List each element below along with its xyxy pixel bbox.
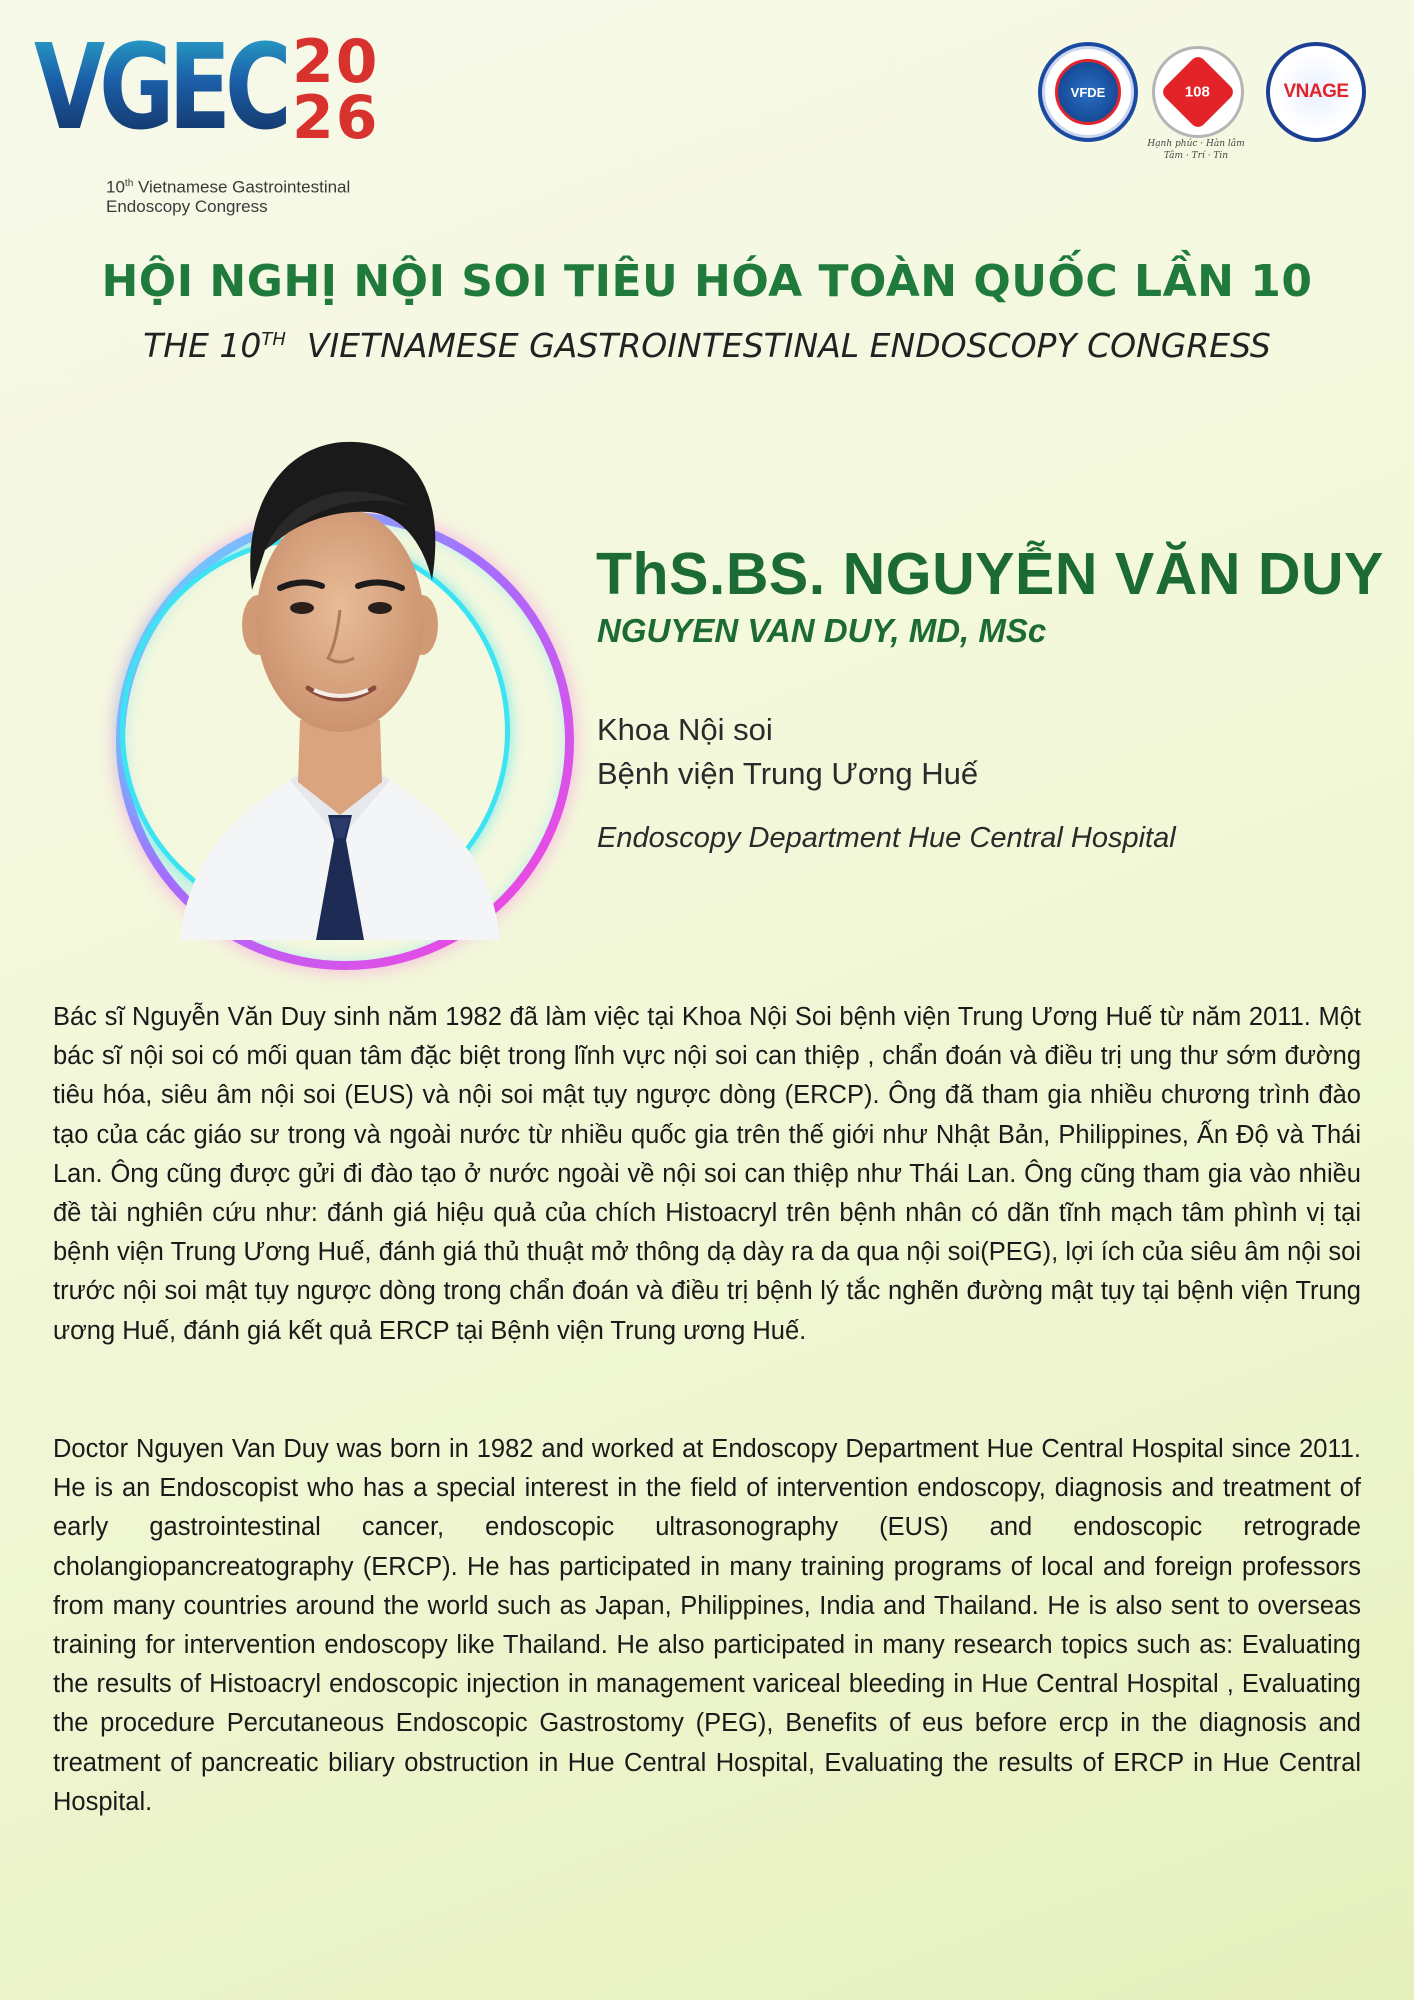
bio-vietnamese: Bác sĩ Nguyễn Văn Duy sinh năm 1982 đã làm việc tại Khoa Nội Soi bệnh viện Trung Ương Huế từ năm 2011. Một bác sĩ nội soi có mối quan tâm đặc biệt trong lĩnh vực nội soi can thiệp , chẩn đoán và điều trị ung thư sớm đường tiêu hóa, siêu âm nội soi (EUS) và nội soi mật tụy ngược dòng (ERCP). Ông đã tham gia nhiều chương trình đào tạo của các giáo sư trong và ngoài nước từ nhiều quốc gia trên thế giới như Nhật Bản, Philippines, Ấn Độ và Thái Lan. Ông cũng được gửi đi đào tạo ở nước ngoài về nội soi can thiệp như Thái Lan. Ông cũng tham gia vào nhiều đề tài nghiên cứu như: đánh giá hiệu quả của chích Histoacryl trên bệnh nhân có dãn tĩnh mạch tâm phình vị tại bệnh viện Trung Ương Huế, đánh giá thủ thuật mở thông dạ dày ra da qua nội soi(PEG), lợi ích của siêu âm nội soi trước nội soi mật tụy ngược dòng trong chẩn đoán và điều trị bệnh lý tắc nghẽn đường mật tụy tại bệnh viện Trung ương Huế, đánh giá kết quả ERCP tại Bệnh viện Trung ương Huế. (53, 1003, 1361, 1345)
hospital-vietnamese: Bệnh viện Trung Ương Huế (597, 756, 979, 791)
logo-subtitle (106, 174, 366, 216)
partner-logos (1038, 42, 1368, 172)
congress-title-vietnamese: HỘI NGHỊ NỘI SOI TIÊU HÓA TOÀN QUỐC LẦN 10 (101, 256, 1313, 307)
logo-year-bottom: 26 (292, 83, 380, 153)
speaker-name-english: NGUYEN VAN DUY, MD, MSc (597, 612, 1047, 649)
hospital-108-seal-logo (1152, 46, 1244, 138)
logo-sub-line2: Endoscopy Congress (106, 196, 268, 216)
congress-title-english (0, 326, 1414, 365)
vnage-label: VNAGE (1283, 81, 1349, 102)
title-en-sup: TH (261, 329, 286, 350)
hospital-motto-line2: Tâm · Trí · Tin (1163, 151, 1229, 161)
title-en-prefix: THE 10 (143, 326, 262, 365)
bio-english: Doctor Nguyen Van Duy was born in 1982 and worked at Endoscopy Department Hue Central Hospital since 2011. He is an Endoscopist who has a special interest in the field of intervention endoscopy, diagnosis and treatment of early gastrointestinal cancer, endoscopic ultrasonography (EUS) and endoscopic retrograde cholangiopancreatography (ERCP). He has participated in many training programs of local and foreign professors from many countries around the world such as Japan, Philippines, India and Thailand. He is also sent to overseas training for intervention endoscopy like Thailand. He also participated in many research topics such as: Evaluating the results of Histoacryl endoscopic injection in management variceal bleeding in Hue Central Hospital , Evaluating the procedure Percutaneous Endoscopic Gastrostomy (PEG), Benefits of eus before ercp in the diagnosis and treatment of pancreatic biliary obstruction in Hue Central Hospital, Evaluating the results of ERCP in Hue Central Hospital. (53, 1435, 1361, 1816)
title-en-rest: VIETNAMESE GASTROINTESTINAL ENDOSCOPY CONGRESS (285, 326, 1271, 365)
hospital-motto-line1: Hạnh phúc · Hàn lâm (1147, 139, 1245, 149)
speaker-portrait (110, 420, 570, 960)
logo-acronym: VGEC (34, 18, 287, 156)
logo-year-top: 20 (292, 27, 380, 97)
hospital-motto (1146, 138, 1246, 162)
congress-logo (34, 18, 414, 218)
speaker-photo (170, 420, 510, 960)
logo-sub-line1: Vietnamese Gastrointestinal (133, 177, 351, 197)
logo-sub-ordinal: 10 (106, 177, 125, 197)
logo-year (292, 27, 432, 153)
department-vietnamese: Khoa Nội soi (597, 712, 773, 747)
hospital-number: 108 (1185, 83, 1211, 101)
department-english: Endoscopy Department Hue Central Hospital (597, 822, 1176, 854)
vnage-seal-logo (1266, 42, 1366, 142)
vfde-label: VFDE (1070, 84, 1106, 100)
speaker-name-vietnamese: ThS.BS. NGUYỄN VĂN DUY (596, 541, 1384, 607)
vfde-seal-logo (1038, 42, 1138, 142)
logo-sub-suffix: th (124, 178, 134, 189)
